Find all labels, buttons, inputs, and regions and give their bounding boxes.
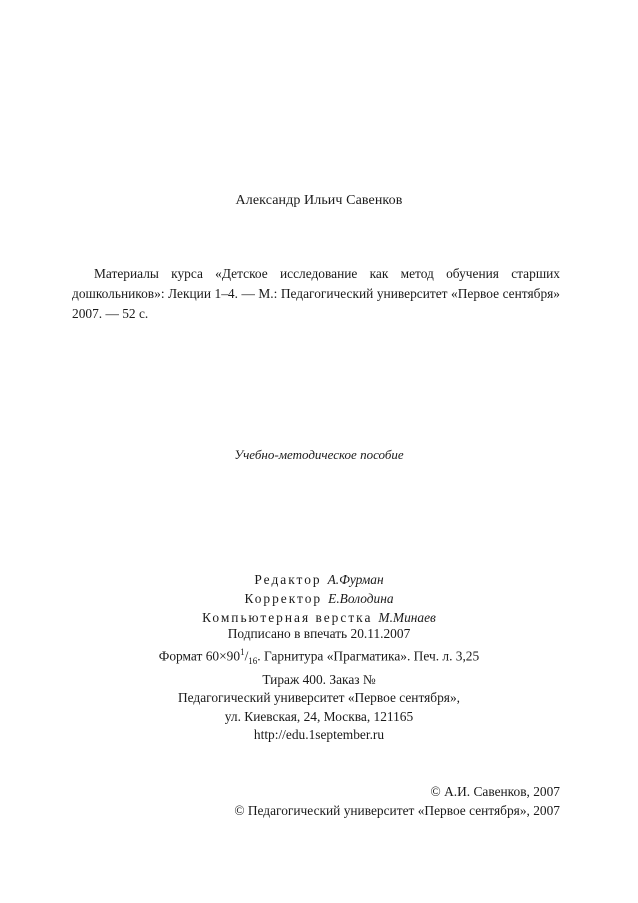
credit-editor — [0, 570, 638, 589]
credit-person: М.Минаев — [378, 610, 436, 625]
author-name: Александр Ильич Савенков — [235, 193, 403, 208]
imprint-url: http://edu.1september.ru — [253, 727, 385, 743]
imprint-address: ул. Киевская, 24, Москва, 121165 — [224, 708, 414, 724]
imprint-print-run: Тираж 400. Заказ № — [262, 671, 376, 687]
credit-role: Компьютерная верстка — [202, 610, 373, 625]
format-numerator: 1 — [240, 647, 245, 658]
credit-person: А.Фурман — [327, 572, 384, 587]
credit-person: Е.Володина — [328, 591, 394, 606]
format-denominator: 16 — [248, 656, 258, 667]
credits-block — [0, 570, 638, 627]
credit-role: Корректор — [244, 591, 323, 606]
imprint-signed: Подписано в впечать 20.11.2007 — [227, 626, 411, 641]
format-prefix: Формат 60×90 — [158, 648, 241, 664]
imprint-block — [0, 625, 638, 745]
imprint-format: Формат $60\times 90^1/_{16}$. Гарнитура «Прагматика». Печ. л. 3,25 — [158, 647, 480, 667]
format-suffix: . Гарнитура «Прагматика». Печ. л. 3,25 — [257, 648, 480, 664]
copyright-author: © А.И. Савенков, 2007 — [430, 784, 560, 799]
credit-role: Редактор — [254, 572, 322, 587]
imprint-publisher: Педагогический университет «Первое сентября», — [177, 690, 460, 706]
copyright-publisher: © Педагогический университет «Первое сентября», 2007 — [234, 803, 560, 818]
copyright-block — [80, 782, 560, 820]
credit-proofreader — [0, 589, 638, 608]
publication-genre: Учебно-методическое пособие — [234, 447, 404, 462]
bibliographic-entry: Материалы курса «Детское исследование как метод обучения старших дошкольников»: Лекции 1–4. — М.: Педагогический университет «Первое сентября» 2007. — 52 с. — [72, 266, 560, 321]
